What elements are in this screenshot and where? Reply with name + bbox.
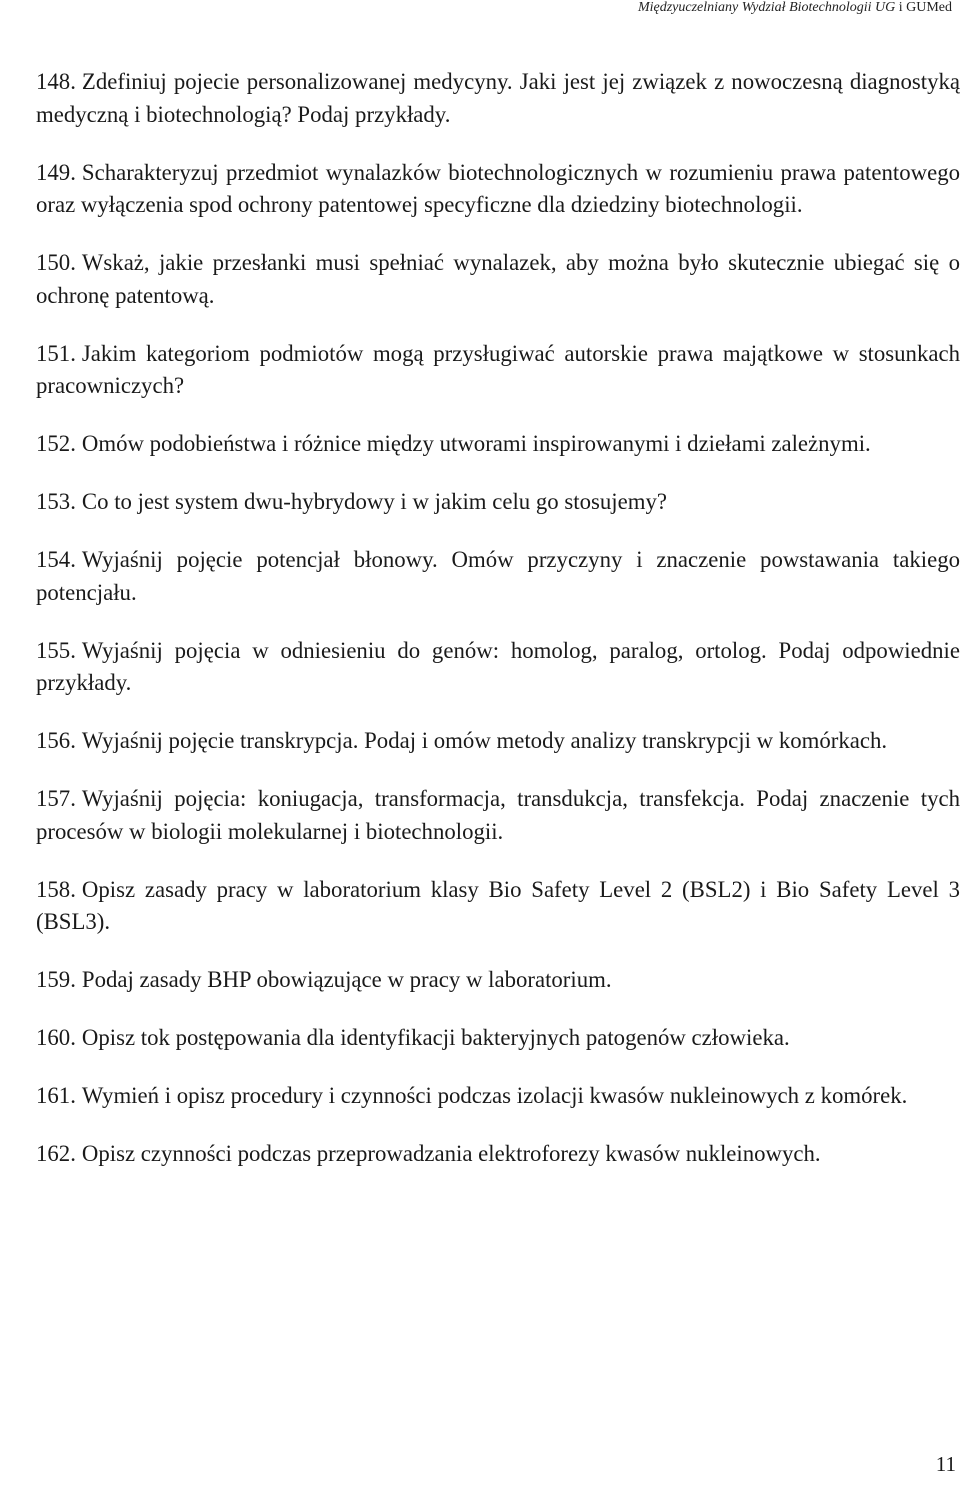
question-159 xyxy=(36,964,960,997)
question-number: 162. xyxy=(36,1141,76,1166)
question-number: 150. xyxy=(36,250,76,275)
question-161 xyxy=(36,1080,960,1113)
question-number: 159. xyxy=(36,967,76,992)
question-text: Podaj zasady BHP obowiązujące w pracy w laboratorium. xyxy=(81,967,612,992)
header-university: GUMed xyxy=(906,0,952,15)
question-text: Wymień i opisz procedury i czynności podczas izolacji kwasów nukleinowych z komórek. xyxy=(81,1083,908,1108)
question-151 xyxy=(36,338,960,403)
question-number: 161. xyxy=(36,1083,76,1108)
header-conjunction: i xyxy=(895,0,907,15)
page-header xyxy=(638,0,952,16)
question-text: Opisz zasady pracy w laboratorium klasy Bio Safety Level 2 (BSL2) i Bio Safety Level 3 (BSL3). xyxy=(36,876,960,934)
question-156 xyxy=(36,725,960,758)
question-text: Opisz tok postępowania dla identyfikacji bakteryjnych patogenów człowieka. xyxy=(81,1025,790,1050)
question-list xyxy=(36,66,960,1196)
question-text: Wyjaśnij pojęcia w odniesieniu do genów: homolog, paralog, ortolog. Podaj odpowiednie przykłady. xyxy=(36,637,960,695)
question-153 xyxy=(36,486,960,519)
question-number: 151. xyxy=(36,340,76,366)
question-number: 156. xyxy=(36,728,76,753)
question-152 xyxy=(36,428,960,461)
question-text: Scharakteryzuj przedmiot wynalazków biotechnologicznych w rozumieniu prawa patentowego oraz wyłączenia spod ochrony patentowej specyficzne dla dziedziny biotechnologii. xyxy=(36,159,960,217)
question-text: Wskaż, jakie przesłanki musi spełniać wynalazek, aby można było skutecznie ubiegać się o ochronę patentową. xyxy=(36,250,960,308)
question-text: Omów podobieństwa i różnice między utworami inspirowanymi i dziełami zależnymi. xyxy=(81,431,871,456)
question-148 xyxy=(36,66,960,131)
question-160 xyxy=(36,1022,960,1055)
question-text: Wyjaśnij pojęcia: koniugacja, transformacja, transdukcja, transfekcja. Podaj znaczenie tych procesów w biologii molekularnej i biotechnologii. xyxy=(36,786,960,844)
question-155 xyxy=(36,635,960,700)
question-text: Zdefiniuj pojecie personalizowanej medycyny. Jaki jest jej związek z nowoczesną diagnostyką medyczną i biotechnologią? Podaj przykłady. xyxy=(36,69,960,127)
question-number: 153. xyxy=(36,489,76,514)
question-number: 152. xyxy=(36,431,76,456)
question-162 xyxy=(36,1138,960,1171)
question-text: Opisz czynności podczas przeprowadzania elektroforezy kwasów nukleinowych. xyxy=(81,1141,821,1166)
question-150 xyxy=(36,247,960,312)
header-institution: Międzyuczelniany Wydział Biotechnologii UG xyxy=(637,0,896,15)
question-154 xyxy=(36,544,960,609)
question-number: 154. xyxy=(36,547,76,572)
question-number: 148. xyxy=(36,69,76,94)
question-157 xyxy=(36,783,960,848)
question-text: Jakim kategoriom podmiotów mogą przysługiwać autorskie prawa majątkowe w stosunkach pracowniczych? xyxy=(36,340,960,398)
question-number: 157. xyxy=(36,786,76,811)
question-text: Wyjaśnij pojęcie transkrypcja. Podaj i omów metody analizy transkrypcji w komórkach. xyxy=(81,728,888,753)
question-149 xyxy=(36,157,960,222)
question-number: 160. xyxy=(36,1025,76,1050)
question-158 xyxy=(36,874,960,939)
question-text: Wyjaśnij pojęcie potencjał błonowy. Omów przyczyny i znaczenie powstawania takiego potencjału. xyxy=(36,547,960,605)
question-number: 155. xyxy=(36,637,76,663)
question-text: Co to jest system dwu-hybrydowy i w jakim celu go stosujemy? xyxy=(81,489,667,514)
question-number: 158. xyxy=(36,876,76,902)
question-number: 149. xyxy=(36,159,76,185)
page-number: 11 xyxy=(935,1452,956,1476)
